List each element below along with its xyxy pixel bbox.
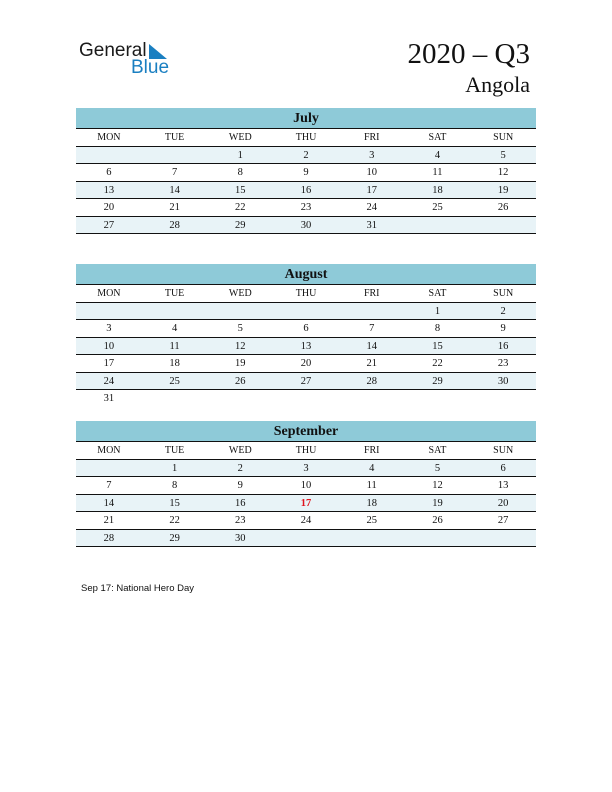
- week-row: [76, 147, 536, 164]
- weekday-label: WED: [228, 445, 252, 456]
- weekday-label: SUN: [493, 445, 514, 456]
- empty-cell: [339, 530, 405, 546]
- country-name: Angola: [465, 72, 530, 97]
- day-cell: 31: [366, 219, 377, 231]
- weekday-label: SUN: [493, 132, 514, 143]
- day-cell: 1: [237, 150, 243, 161]
- day-cell: 16: [235, 497, 246, 509]
- day-cell: 6: [303, 323, 309, 335]
- day-cell: 28: [169, 219, 180, 231]
- day-cell: 4: [171, 323, 178, 335]
- weekday-label: MON: [97, 132, 121, 143]
- day-cell: 8: [237, 167, 243, 179]
- day-cell: 2: [500, 306, 506, 317]
- day-cell: 17: [103, 358, 115, 370]
- day-cell: 8: [171, 480, 178, 492]
- logo-blue: Blue: [131, 57, 170, 78]
- day-cell: 11: [366, 480, 377, 492]
- day-cell: 3: [369, 150, 375, 161]
- week-row: [76, 338, 536, 355]
- month-title: August: [76, 264, 536, 285]
- day-cell: 26: [432, 515, 443, 527]
- day-cell: 5: [500, 150, 506, 161]
- weekday-header-row: [76, 129, 536, 147]
- day-cell: 19: [432, 497, 443, 509]
- weekday-header-row: [76, 442, 536, 460]
- empty-cell: [76, 303, 142, 319]
- day-cell: 30: [497, 375, 509, 387]
- day-cell: 13: [497, 480, 509, 492]
- day-cell: 24: [103, 375, 115, 387]
- day-cell: 2: [303, 150, 309, 161]
- day-cell: 1: [434, 306, 441, 317]
- empty-cell: [142, 303, 208, 319]
- day-cell: 17: [300, 497, 312, 509]
- empty-cell: [76, 460, 142, 476]
- empty-cell: [339, 390, 405, 407]
- day-cell: 9: [303, 167, 309, 179]
- day-cell: 18: [432, 184, 443, 196]
- day-cell: 12: [432, 480, 443, 492]
- day-cell: 19: [235, 358, 246, 370]
- empty-cell: [470, 530, 536, 546]
- day-cell: 21: [103, 515, 115, 527]
- week-row: [76, 460, 536, 477]
- empty-cell: [273, 390, 339, 407]
- day-cell: 16: [497, 340, 509, 352]
- weekday-label: FRI: [363, 445, 380, 456]
- day-cell: 25: [169, 375, 180, 387]
- day-cell: 3: [106, 323, 112, 335]
- week-row: [76, 217, 536, 234]
- day-cell: 12: [497, 167, 509, 179]
- day-cell: 16: [300, 184, 312, 196]
- day-cell: 20: [103, 202, 115, 214]
- month-title: September: [76, 421, 536, 442]
- empty-cell: [405, 530, 471, 546]
- day-cell: 21: [169, 202, 180, 214]
- weekday-label: MON: [97, 288, 121, 299]
- day-cell: 7: [369, 323, 375, 335]
- week-row: [76, 303, 536, 320]
- day-cell: 24: [300, 515, 312, 527]
- weekday-label: SAT: [428, 445, 447, 456]
- day-cell: 27: [300, 375, 312, 387]
- page-title: 2020 – Q3: [407, 38, 530, 70]
- day-cell: 21: [366, 358, 377, 370]
- empty-cell: [470, 390, 536, 407]
- weekday-label: MON: [97, 445, 121, 456]
- day-cell: 22: [169, 515, 180, 527]
- day-cell: 4: [434, 150, 441, 161]
- month-july: [76, 108, 536, 234]
- empty-cell: [76, 147, 142, 163]
- week-row: [76, 199, 536, 216]
- weekday-label: WED: [228, 288, 252, 299]
- day-cell: 28: [366, 375, 377, 387]
- day-cell: 20: [300, 358, 312, 370]
- day-cell: 9: [500, 323, 506, 335]
- weekday-label: SAT: [428, 132, 447, 143]
- day-cell: 7: [171, 167, 178, 179]
- day-cell: 25: [432, 202, 443, 214]
- day-cell: 5: [434, 463, 441, 474]
- weekday-label: FRI: [363, 288, 380, 299]
- month-september: [76, 421, 536, 547]
- day-cell: 11: [169, 340, 180, 352]
- week-row: [76, 530, 536, 547]
- day-cell: 15: [235, 184, 246, 196]
- day-cell: 1: [171, 463, 178, 474]
- day-cell: 10: [366, 167, 377, 179]
- week-row: [76, 373, 536, 390]
- empty-cell: [405, 390, 471, 407]
- day-cell: 17: [366, 184, 377, 196]
- empty-cell: [207, 390, 273, 407]
- weekday-header-row: [76, 285, 536, 303]
- day-cell: 25: [366, 515, 377, 527]
- day-cell: 30: [235, 532, 246, 544]
- day-cell: 29: [432, 375, 443, 387]
- day-cell: 31: [103, 392, 115, 404]
- empty-cell: [273, 530, 339, 546]
- day-cell: 14: [366, 340, 377, 352]
- month-august: [76, 264, 536, 407]
- day-cell: 11: [432, 167, 443, 179]
- day-cell: 23: [235, 515, 246, 527]
- empty-cell: [470, 217, 536, 233]
- day-cell: 4: [369, 463, 375, 474]
- logo-general: General: [79, 40, 147, 61]
- weekday-label: TUE: [164, 288, 185, 299]
- week-row: [76, 182, 536, 199]
- day-cell: 26: [235, 375, 246, 387]
- weekday-label: WED: [228, 132, 252, 143]
- day-cell: 13: [103, 184, 115, 196]
- day-cell: 23: [497, 358, 509, 370]
- day-cell: 8: [434, 323, 441, 335]
- day-cell: 29: [235, 219, 246, 231]
- empty-cell: [273, 303, 339, 319]
- empty-cell: [207, 303, 273, 319]
- day-cell: 18: [366, 497, 377, 509]
- month-title: July: [76, 108, 536, 129]
- week-row: [76, 495, 536, 512]
- empty-cell: [405, 217, 471, 233]
- weekday-label: FRI: [363, 132, 380, 143]
- day-cell: 7: [106, 480, 112, 492]
- week-row: [76, 355, 536, 372]
- day-cell: 30: [300, 219, 312, 231]
- holiday-note: Sep 17: National Hero Day: [81, 583, 195, 594]
- week-row: [76, 320, 536, 337]
- week-row: [76, 512, 536, 529]
- day-cell: 5: [237, 323, 243, 335]
- weekday-label: THU: [295, 132, 317, 143]
- day-cell: 2: [237, 463, 243, 474]
- day-cell: 22: [432, 358, 443, 370]
- weekday-label: SUN: [493, 288, 514, 299]
- day-cell: 29: [169, 532, 180, 544]
- day-cell: 27: [103, 219, 115, 231]
- day-cell: 12: [235, 340, 246, 352]
- day-cell: 14: [103, 497, 115, 509]
- day-cell: 13: [300, 340, 312, 352]
- weekday-label: THU: [295, 445, 317, 456]
- day-cell: 22: [235, 202, 246, 214]
- day-cell: 3: [303, 463, 309, 474]
- day-cell: 28: [103, 532, 115, 544]
- week-row: [76, 164, 536, 181]
- day-cell: 15: [169, 497, 180, 509]
- day-cell: 10: [300, 480, 312, 492]
- day-cell: 27: [497, 515, 509, 527]
- weekday-label: TUE: [164, 445, 185, 456]
- day-cell: 19: [497, 184, 509, 196]
- week-row: [76, 477, 536, 494]
- day-cell: 14: [169, 184, 180, 196]
- day-cell: 6: [106, 167, 112, 179]
- day-cell: 15: [432, 340, 443, 352]
- empty-cell: [142, 147, 208, 163]
- day-cell: 18: [169, 358, 180, 370]
- day-cell: 9: [237, 480, 243, 492]
- day-cell: 23: [300, 202, 312, 214]
- weekday-label: SAT: [428, 288, 447, 299]
- empty-cell: [339, 303, 405, 319]
- day-cell: 20: [497, 497, 509, 509]
- weekday-label: TUE: [164, 132, 185, 143]
- weekday-label: THU: [295, 288, 317, 299]
- day-cell: 10: [103, 340, 115, 352]
- day-cell: 26: [497, 202, 509, 214]
- day-cell: 6: [500, 463, 506, 474]
- day-cell: 24: [366, 202, 377, 214]
- week-row: [76, 390, 536, 407]
- empty-cell: [142, 390, 208, 407]
